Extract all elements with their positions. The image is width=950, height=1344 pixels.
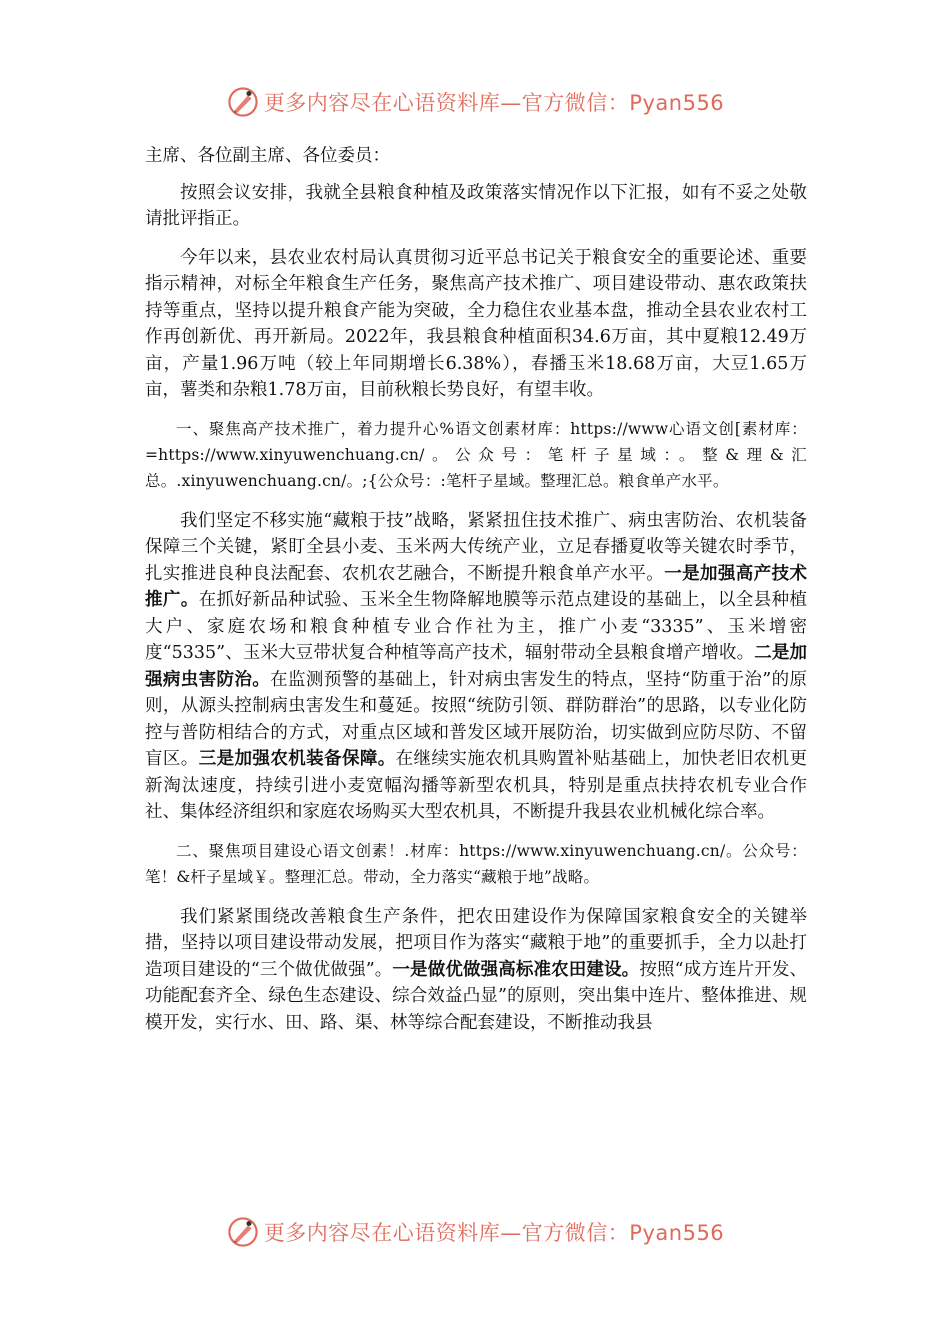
- pen-logo-icon: [226, 1215, 260, 1249]
- section-2-paragraph: [145, 904, 807, 1037]
- section-1-paragraph: [145, 508, 807, 826]
- document-body: [145, 143, 807, 1048]
- salutation: 主席、各位副主席、各位委员：: [145, 146, 390, 166]
- footer-banner: [0, 1212, 950, 1252]
- section-2-heading: 二、聚焦项目建设心语文创素！.材库：https://www.xinyuwenchuang.cn/。公众号：笔！&杆子星域￥。整理汇总。带动，全力落实“藏粮于地”战略。: [145, 841, 807, 886]
- section-2-text-b: 按照“成方连片开发、功能配套齐全、绿色生态建设、综合效益凸显”的原则，突出集中连片、整体推进、规模开发，实行水、田、路、渠、林等综合配套建设，不断推动我县: [145, 959, 807, 1033]
- section-1-text-d: 在继续实施农机具购置补贴基础上，加快老旧农机更新淘汰速度，持续引进小麦宽幅沟播等新型农机具，特别是重点扶持农机专业合作社、集体经济组织和家庭农场购买大型农机具，不断提升我县农业机械化综合率。: [145, 749, 808, 822]
- section-1-point-2: 二是加强病虫害防治。: [145, 643, 808, 690]
- banner-text: 更多内容尽在心语资料库—官方微信：Pyan556: [263, 91, 725, 115]
- section-1-point-3: 三是加强农机装备保障。: [198, 749, 396, 769]
- section-2-point-1: 一是做优做强高标准农田建设。: [392, 959, 640, 980]
- header-banner: [0, 82, 950, 122]
- section-1-text-b: 在抓好新品种试验、玉米全生物降解地膜等示范点建设的基础上，以全县种植大户、家庭农场和粮食种植专业合作社为主，推广小麦“3335”、玉米增密度“5335”、玉米大豆带状复合种植等高产技术，辐射带动全县粮食增产增收。: [145, 590, 808, 663]
- section-1-point-1: 一是加强高产技术推广。: [145, 563, 808, 610]
- section-1-text-c: 在监测预警的基础上，针对病虫害发生的特点，坚持“防重于治”的原则，从源头控制病虫害发生和蔓延。按照“统防引领、群防群治”的思路，以专业化防控与普防相结合的方式，对重点区域和普发区域开展防治，切实做到应防尽防、不留盲区。: [145, 669, 807, 769]
- pen-logo-icon: [226, 85, 260, 119]
- section-1-text-a: 我们坚定不移实施“藏粮于技”战略，紧紧扭住技术推广、病虫害防治、农机装备保障三个关键，紧盯全县小麦、玉米两大传统产业，立足春播夏收等关键农时季节，扎实推进良种良法配套、农机农艺融合，不断提升粮食单产水平。: [145, 510, 807, 584]
- banner-text: 更多内容尽在心语资料库—官方微信：Pyan556: [263, 1221, 725, 1245]
- summary-paragraph: 今年以来，县农业农村局认真贯彻习近平总书记关于粮食安全的重要论述、重要指示精神，对标全年粮食生产任务，聚焦高产技术推广、项目建设带动、惠农政策扶持等重点，坚持以提升粮食产能为突破，全力稳住农业基本盘，推动全县农业农村工作再创新优、再开新局。2022年，我县粮食种植面积34.6万亩，其中夏粮12.49万亩，产量1.96万吨（较上年同期增长6.38%），春播玉米18.68万亩，大豆1.65万亩，薯类和杂粮1.78万亩，目前秋粮长势良好，有望丰收。: [145, 247, 807, 400]
- section-2-text-a: 我们紧紧围绕改善粮食生产条件，把农田建设作为保障国家粮食安全的关键举措，坚持以项目建设带动发展，把项目作为落实“藏粮于地”的重要抓手，全力以赴打造项目建设的“三个做优做强”。: [145, 906, 807, 980]
- section-1-heading: 一、聚焦高产技术推广，着力提升心%语文创素材库：https://www心语文创[素材库：=https://www.xinyuwenchuang.cn/。公众号：笔杆子星域：。整&理&汇总。.xinyuwenchuang.cn/。;{公众号：:笔杆子星域。整理汇总。粮食单产水平。: [145, 419, 807, 490]
- intro-paragraph: 按照会议安排，我就全县粮食种植及政策落实情况作以下汇报，如有不妥之处敬请批评指正。: [145, 182, 807, 229]
